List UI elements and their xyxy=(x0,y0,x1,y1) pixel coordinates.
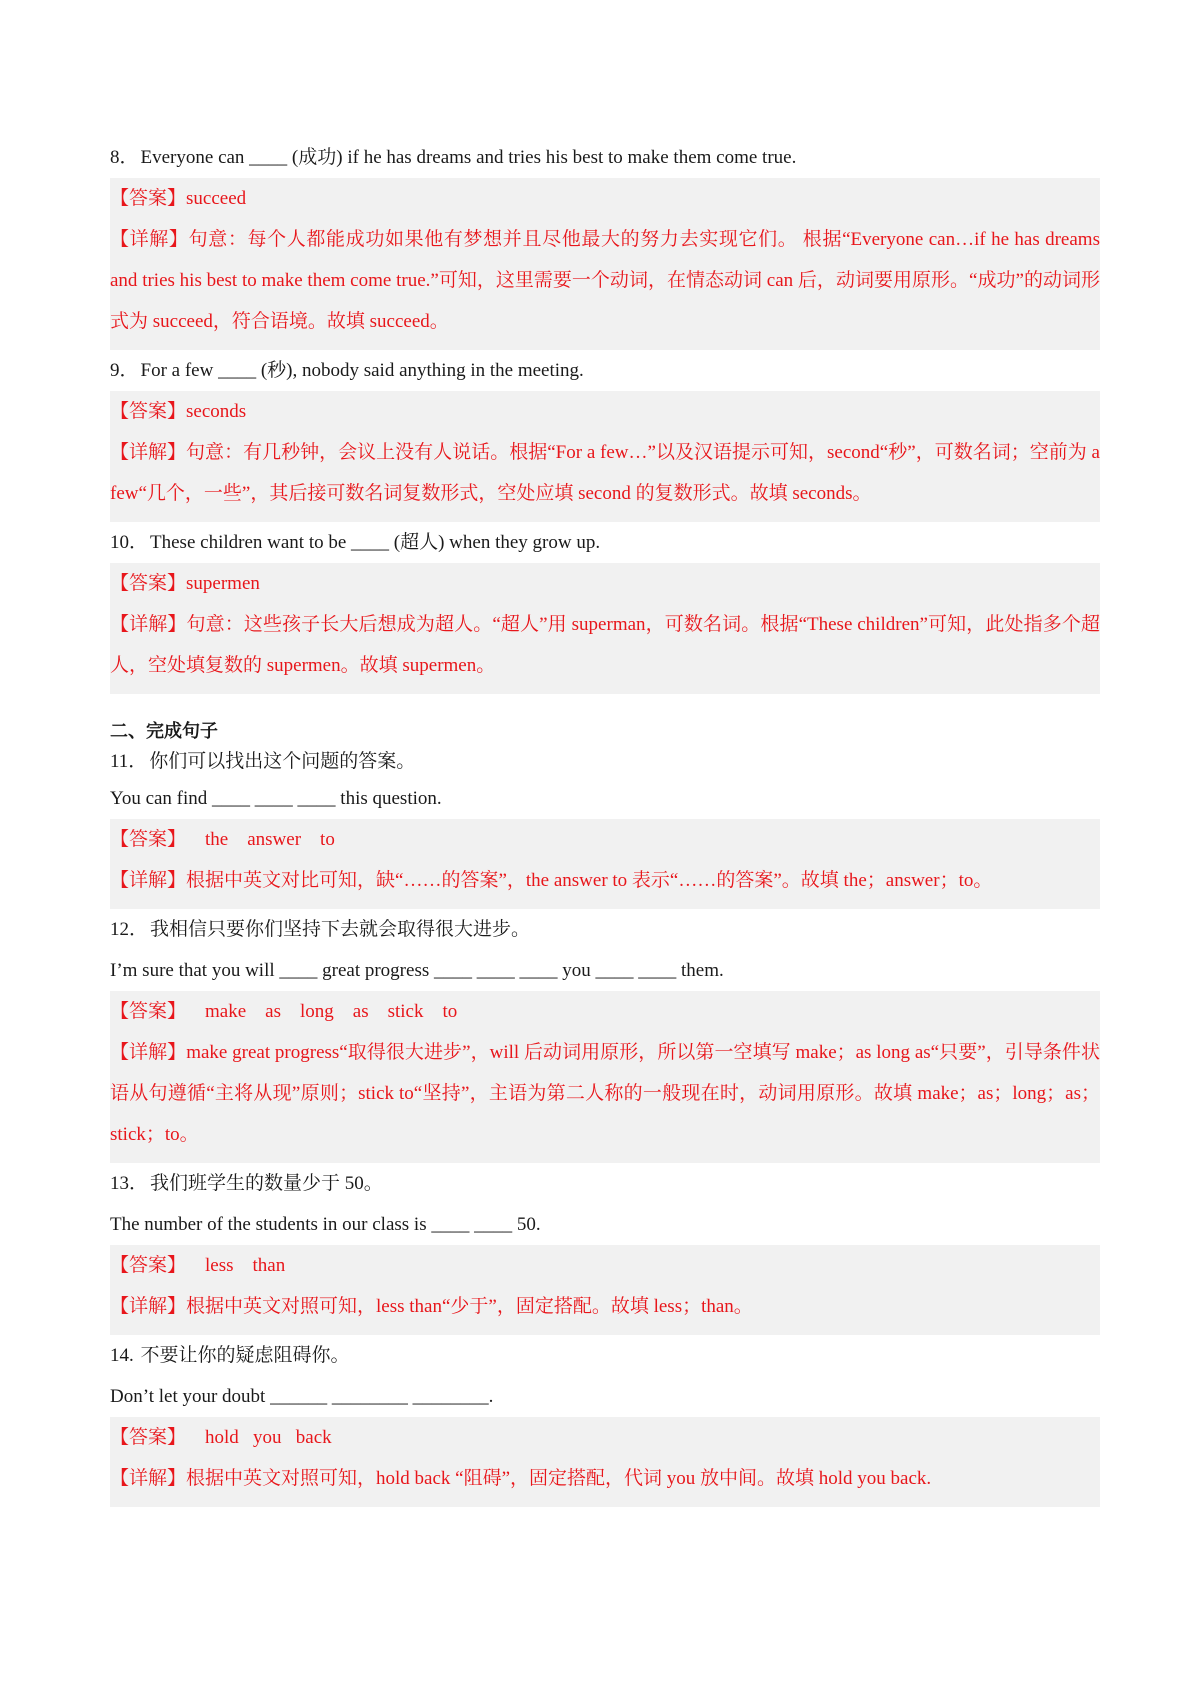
explanation-row xyxy=(110,1032,1100,1155)
answer-word: than xyxy=(252,1255,286,1276)
answer-tag: 【答案】 xyxy=(110,1001,187,1022)
question-number: 13． xyxy=(110,1173,149,1194)
explanation-text: 根据中英文对比可知，缺“……的答案”，the answer to 表示“……的答案”。故填 the；answer；to。 xyxy=(186,870,993,891)
question-11 xyxy=(110,746,1100,778)
explanation-text: 句意：有几秒钟，会议上没有人说话。根据“For a few…”以及汉语提示可知，second“秒”，可数名词；空前为 a few“几个，一些”，其后接可数名词复数形式，空处应填 second 的复数形式。故填 seconds。 xyxy=(110,442,1100,504)
answer-word: the xyxy=(205,829,229,850)
question-english-text: Don’t let your doubt ______ ________ ________. xyxy=(110,1386,494,1407)
answer-tag: 【答案】 xyxy=(110,188,187,209)
answer-tag: 【答案】 xyxy=(110,1427,187,1448)
question-text: For a few ____ (秒), nobody said anything in the meeting. xyxy=(140,360,584,381)
question-english xyxy=(110,778,1100,819)
explanation-tag: 【详解】 xyxy=(110,1296,187,1317)
question-8 xyxy=(110,137,1100,178)
question-english-text: You can find ____ ____ ____ this question. xyxy=(110,788,442,809)
explanation-tag: 【详解】 xyxy=(110,442,187,463)
question-chinese: 我相信只要你们坚持下去就会取得很大进步。 xyxy=(150,919,531,940)
explanation-text: make great progress“取得很大进步”，will 后动词用原形，所以第一空填写 make；as long as“只要”，引导条件状语从句遵循“主将从现”原则；stick to“坚持”，主语为第二人称的一般现在时，动词用原形。故填 make；as；long；as；stick；to。 xyxy=(110,1042,1100,1145)
answer-row xyxy=(110,563,1100,604)
explanation-tag: 【详解】 xyxy=(110,614,187,635)
explanation-row xyxy=(110,1458,1100,1499)
answer-box-10 xyxy=(110,563,1100,694)
explanation-row xyxy=(110,604,1100,686)
question-english-text: The number of the students in our class is ____ ____ 50. xyxy=(110,1214,541,1235)
question-text: These children want to be ____ (超人) when they grow up. xyxy=(150,532,601,553)
answer-text: succeed xyxy=(186,188,247,209)
answer-row xyxy=(110,819,1100,860)
question-number: 12． xyxy=(110,919,149,940)
answer-tag: 【答案】 xyxy=(110,401,187,422)
answer-word: long xyxy=(300,1001,334,1022)
answer-box-14 xyxy=(110,1417,1100,1507)
explanation-text: 句意：这些孩子长大后想成为超人。“超人”用 superman，可数名词。根据“These children”可知，此处指多个超人，空处填复数的 supermen。故填 supermen。 xyxy=(110,614,1100,676)
answer-text: seconds xyxy=(186,401,247,422)
question-chinese: 你们可以找出这个问题的答案。 xyxy=(149,751,416,772)
answer-box-9 xyxy=(110,391,1100,522)
answer-row xyxy=(110,991,1100,1032)
answer-word: make xyxy=(205,1001,247,1022)
answer-word: as xyxy=(265,1001,281,1022)
answer-word: hold xyxy=(205,1427,239,1448)
question-chinese: 不要让你的疑虑阻碍你。 xyxy=(140,1345,350,1366)
explanation-row xyxy=(110,860,1100,901)
answer-word: back xyxy=(295,1427,332,1448)
question-english xyxy=(110,1204,1100,1245)
question-13 xyxy=(110,1163,1100,1204)
question-english xyxy=(110,1376,1100,1417)
question-number: 10． xyxy=(110,532,149,553)
explanation-row xyxy=(110,219,1100,342)
answer-row xyxy=(110,1417,1100,1458)
document-page xyxy=(110,137,1100,1507)
explanation-tag: 【详解】 xyxy=(110,870,187,891)
answer-word: to xyxy=(320,829,335,850)
answer-box-12 xyxy=(110,991,1100,1163)
question-number: 11． xyxy=(110,751,148,772)
question-number: 14. xyxy=(110,1345,139,1366)
explanation-tag: 【详解】 xyxy=(110,229,189,250)
answer-tag: 【答案】 xyxy=(110,573,187,594)
explanation-tag: 【详解】 xyxy=(110,1042,187,1063)
explanation-text: 根据中英文对照可知，less than“少于”，固定搭配。故填 less；than。 xyxy=(186,1296,753,1317)
question-english-text: I’m sure that you will ____ great progress ____ ____ ____ you ____ ____ them. xyxy=(110,960,724,981)
answer-tag: 【答案】 xyxy=(110,1255,187,1276)
explanation-text: 句意：每个人都能成功如果他有梦想并且尽他最大的努力去实现它们。 根据“Everyone can…if he has dreams and tries his best to make them come true.”可知，这里需要一个动词，在情态动词 can 后，动词要用原形。“成功”的动词形式为 succeed，符合语境。故填 succeed。 xyxy=(110,229,1100,332)
answer-text: supermen xyxy=(186,573,260,594)
answer-word: answer xyxy=(247,829,302,850)
question-number: 9． xyxy=(110,360,139,381)
explanation-tag: 【详解】 xyxy=(110,1468,187,1489)
question-12 xyxy=(110,909,1100,950)
answer-word: to xyxy=(442,1001,458,1022)
explanation-text: 根据中英文对照可知，hold back “阻碍”，固定搭配，代词 you 放中间。故填 hold you back. xyxy=(186,1468,932,1489)
answer-box-8 xyxy=(110,178,1100,350)
question-number: 8． xyxy=(110,147,139,168)
question-text: Everyone can ____ (成功) if he has dreams and tries his best to make them come true. xyxy=(140,147,797,168)
answer-word: less xyxy=(205,1255,234,1276)
answer-word: stick xyxy=(387,1001,424,1022)
answer-box-13 xyxy=(110,1245,1100,1335)
answer-word: you xyxy=(253,1427,282,1448)
question-english xyxy=(110,950,1100,991)
answer-tag: 【答案】 xyxy=(110,829,187,850)
answer-row xyxy=(110,178,1100,219)
explanation-row xyxy=(110,1286,1100,1327)
answer-box-11 xyxy=(110,819,1100,909)
question-9 xyxy=(110,350,1100,391)
answer-row xyxy=(110,391,1100,432)
explanation-row xyxy=(110,432,1100,514)
question-chinese: 我们班学生的数量少于 50。 xyxy=(150,1173,383,1194)
section-title: 二、完成句子 xyxy=(110,721,218,742)
answer-word: as xyxy=(352,1001,369,1022)
question-14 xyxy=(110,1335,1100,1376)
answer-row xyxy=(110,1245,1100,1286)
question-10 xyxy=(110,522,1100,563)
